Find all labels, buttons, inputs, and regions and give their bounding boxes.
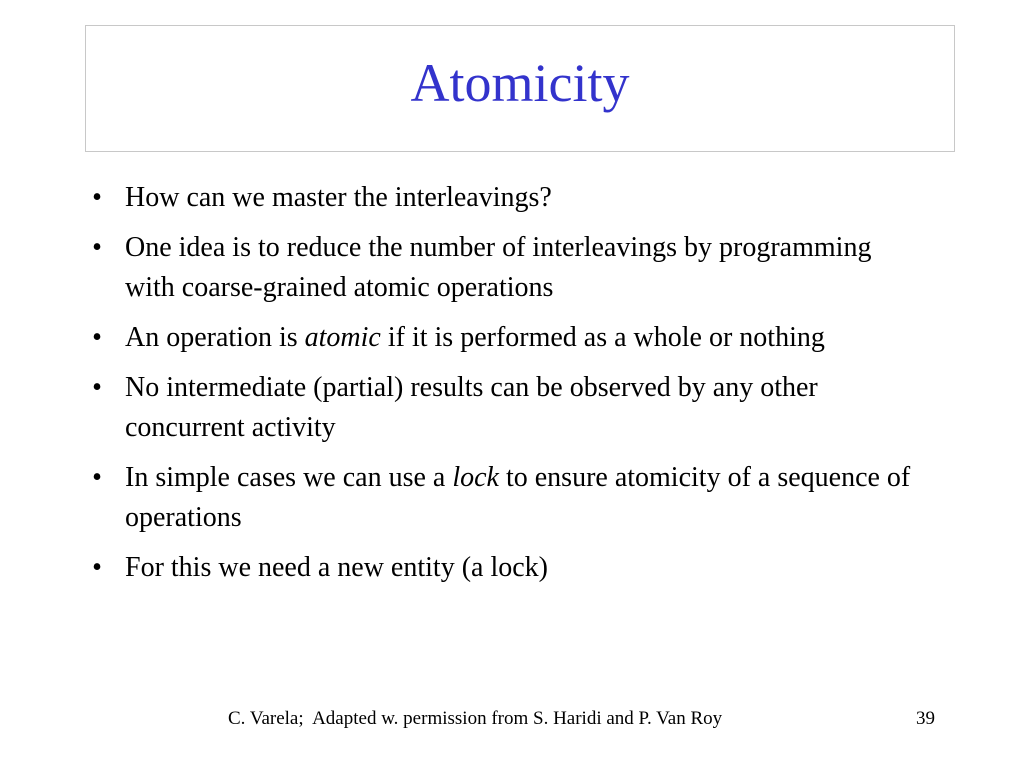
bullet-marker: • (92, 372, 102, 403)
footer-credit: C. Varela; Adapted w. permission from S. Haridi and P. Van Roy (228, 708, 723, 729)
page-number: 39 (916, 708, 935, 729)
emphasized-term: atomic (304, 322, 381, 353)
title-box (85, 25, 955, 152)
bullet-item (87, 318, 927, 358)
bullet-item (87, 178, 927, 218)
bullet-text: No intermediate (partial) results can be observed by any other concurrent activity (125, 372, 818, 443)
bullet-text: In simple cases we can use a (125, 462, 453, 493)
bullet-marker: • (92, 322, 102, 353)
bullet-marker: • (92, 182, 102, 213)
bullet-item (87, 368, 927, 448)
bullet-item (87, 228, 927, 308)
bullet-text: For this we need a new entity (a lock) (125, 552, 548, 583)
bullet-text: How can we master the interleavings? (125, 182, 552, 213)
bullet-text: An operation is (125, 322, 305, 353)
bullet-text: if it is performed as a whole or nothing (380, 322, 825, 353)
bullet-marker: • (92, 232, 102, 263)
bullet-text: One idea is to reduce the number of interleavings by programming with coarse-grained atomic operations (125, 232, 872, 303)
bullet-item (87, 548, 927, 588)
bullet-marker: • (92, 552, 102, 583)
slide-title: Atomicity (410, 52, 630, 113)
bullet-marker: • (92, 462, 102, 493)
bullet-text: to ensure atomicity of a sequence of operations (125, 462, 911, 533)
bullet-item (87, 458, 927, 538)
emphasized-term: lock (452, 462, 499, 493)
bullet-list (87, 178, 927, 598)
